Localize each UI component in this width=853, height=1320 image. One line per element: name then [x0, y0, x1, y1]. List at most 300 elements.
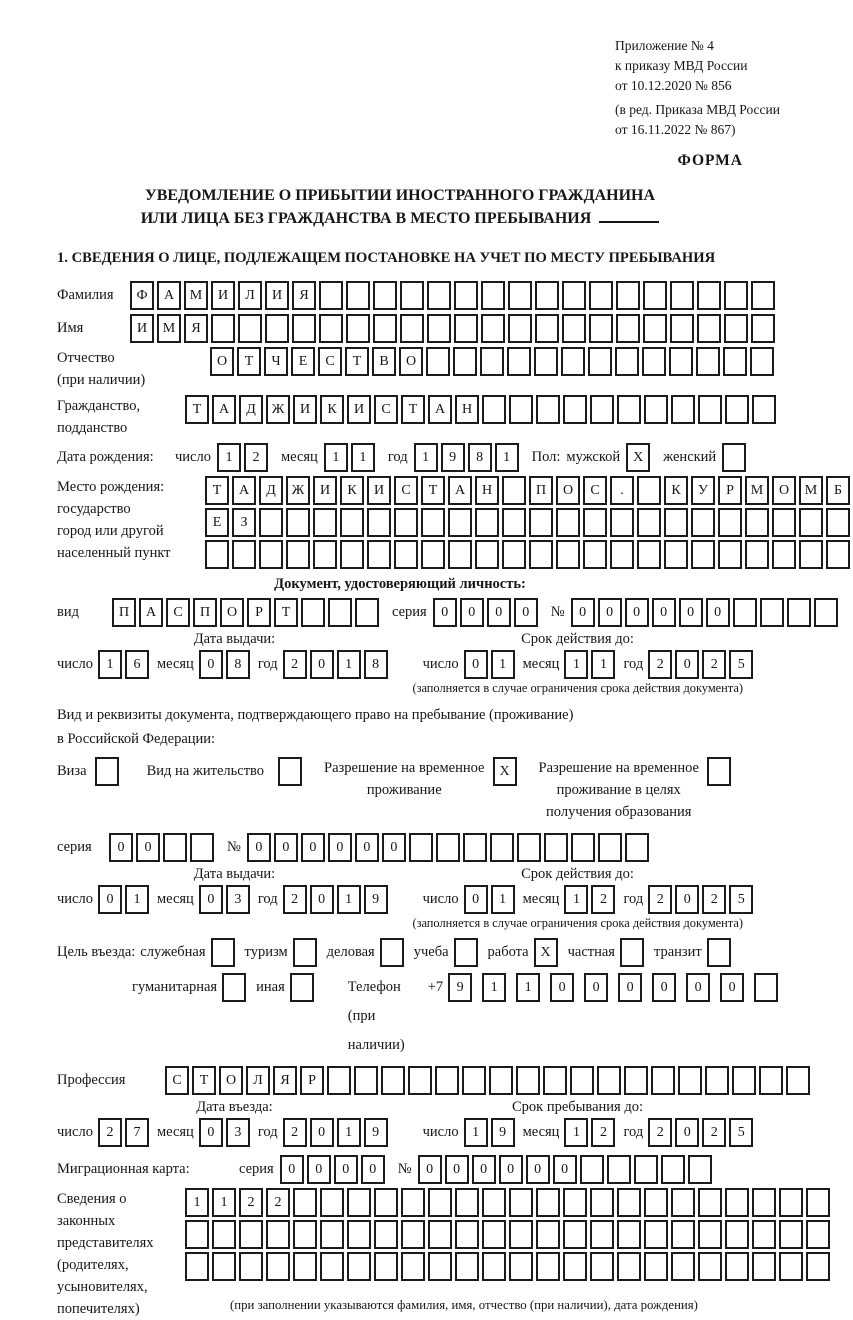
- char-cell[interactable]: [826, 508, 850, 537]
- char-cell[interactable]: [482, 1188, 506, 1217]
- char-cell[interactable]: [644, 395, 668, 424]
- char-cell[interactable]: [580, 1155, 604, 1184]
- char-cell[interactable]: [529, 508, 553, 537]
- char-cell[interactable]: Т: [274, 598, 298, 627]
- char-cell[interactable]: А: [212, 395, 236, 424]
- char-cell[interactable]: [163, 833, 187, 862]
- char-cell[interactable]: [239, 1252, 263, 1281]
- char-cell[interactable]: [286, 540, 310, 569]
- char-cell[interactable]: [691, 508, 715, 537]
- char-cell[interactable]: [697, 281, 721, 310]
- char-cell[interactable]: 0: [625, 598, 649, 627]
- char-cell[interactable]: 0: [679, 598, 703, 627]
- char-cell[interactable]: П: [112, 598, 136, 627]
- char-cell[interactable]: О: [556, 476, 580, 505]
- char-cell[interactable]: [806, 1188, 830, 1217]
- char-cell[interactable]: [561, 347, 585, 376]
- char-cell[interactable]: [617, 395, 641, 424]
- purpose-tourism-checkbox[interactable]: [293, 938, 317, 967]
- char-cell[interactable]: С: [318, 347, 342, 376]
- char-cell[interactable]: [787, 598, 811, 627]
- char-cell[interactable]: [590, 1188, 614, 1217]
- char-cell[interactable]: Л: [246, 1066, 270, 1095]
- char-cell[interactable]: [340, 540, 364, 569]
- char-cell[interactable]: О: [399, 347, 423, 376]
- char-cell[interactable]: [698, 1220, 722, 1249]
- char-cell[interactable]: [482, 395, 506, 424]
- char-cell[interactable]: [779, 1188, 803, 1217]
- char-cell[interactable]: [562, 281, 586, 310]
- char-cell[interactable]: 0: [720, 973, 744, 1002]
- char-cell[interactable]: П: [193, 598, 217, 627]
- char-cell[interactable]: Т: [192, 1066, 216, 1095]
- char-cell[interactable]: 0: [310, 650, 334, 679]
- char-cell[interactable]: [664, 540, 688, 569]
- char-cell[interactable]: К: [340, 476, 364, 505]
- char-cell[interactable]: [401, 1252, 425, 1281]
- char-cell[interactable]: [502, 508, 526, 537]
- char-cell[interactable]: 2: [283, 650, 307, 679]
- char-cell[interactable]: 0: [355, 833, 379, 862]
- char-cell[interactable]: [536, 395, 560, 424]
- char-cell[interactable]: [347, 1252, 371, 1281]
- char-cell[interactable]: 0: [310, 885, 334, 914]
- char-cell[interactable]: .: [610, 476, 634, 505]
- char-cell[interactable]: [320, 1220, 344, 1249]
- char-cell[interactable]: С: [374, 395, 398, 424]
- char-cell[interactable]: В: [372, 347, 396, 376]
- char-cell[interactable]: М: [184, 281, 208, 310]
- char-cell[interactable]: 2: [239, 1188, 263, 1217]
- char-cell[interactable]: [671, 1252, 695, 1281]
- char-cell[interactable]: [669, 347, 693, 376]
- char-cell[interactable]: [625, 833, 649, 862]
- char-cell[interactable]: [516, 1066, 540, 1095]
- char-cell[interactable]: П: [529, 476, 553, 505]
- temp-permit-checkbox[interactable]: X: [493, 757, 517, 786]
- char-cell[interactable]: [529, 540, 553, 569]
- char-cell[interactable]: [617, 1188, 641, 1217]
- char-cell[interactable]: [401, 1220, 425, 1249]
- char-cell[interactable]: [475, 508, 499, 537]
- char-cell[interactable]: Ч: [264, 347, 288, 376]
- char-cell[interactable]: [750, 347, 774, 376]
- char-cell[interactable]: 0: [618, 973, 642, 1002]
- char-cell[interactable]: [556, 508, 580, 537]
- char-cell[interactable]: [286, 508, 310, 537]
- char-cell[interactable]: [428, 1188, 452, 1217]
- char-cell[interactable]: [426, 347, 450, 376]
- char-cell[interactable]: [671, 1220, 695, 1249]
- char-cell[interactable]: А: [157, 281, 181, 310]
- char-cell[interactable]: И: [130, 314, 154, 343]
- char-cell[interactable]: 0: [553, 1155, 577, 1184]
- char-cell[interactable]: [563, 1220, 587, 1249]
- char-cell[interactable]: [571, 833, 595, 862]
- char-cell[interactable]: [563, 1188, 587, 1217]
- char-cell[interactable]: [732, 1066, 756, 1095]
- char-cell[interactable]: А: [139, 598, 163, 627]
- char-cell[interactable]: 2: [702, 885, 726, 914]
- char-cell[interactable]: [670, 281, 694, 310]
- char-cell[interactable]: Т: [205, 476, 229, 505]
- char-cell[interactable]: Р: [300, 1066, 324, 1095]
- char-cell[interactable]: 1: [125, 885, 149, 914]
- char-cell[interactable]: [723, 347, 747, 376]
- char-cell[interactable]: 1: [564, 650, 588, 679]
- char-cell[interactable]: [421, 508, 445, 537]
- char-cell[interactable]: [374, 1220, 398, 1249]
- char-cell[interactable]: 2: [702, 650, 726, 679]
- char-cell[interactable]: [347, 1188, 371, 1217]
- char-cell[interactable]: [454, 281, 478, 310]
- char-cell[interactable]: [319, 281, 343, 310]
- char-cell[interactable]: 8: [468, 443, 492, 472]
- char-cell[interactable]: [508, 281, 532, 310]
- char-cell[interactable]: 1: [491, 885, 515, 914]
- char-cell[interactable]: 3: [226, 1118, 250, 1147]
- char-cell[interactable]: [400, 314, 424, 343]
- char-cell[interactable]: 0: [307, 1155, 331, 1184]
- char-cell[interactable]: 2: [98, 1118, 122, 1147]
- char-cell[interactable]: 0: [310, 1118, 334, 1147]
- char-cell[interactable]: 1: [337, 1118, 361, 1147]
- char-cell[interactable]: 1: [217, 443, 241, 472]
- visa-checkbox[interactable]: [95, 757, 119, 786]
- char-cell[interactable]: [725, 1252, 749, 1281]
- char-cell[interactable]: [481, 281, 505, 310]
- char-cell[interactable]: [814, 598, 838, 627]
- char-cell[interactable]: 0: [526, 1155, 550, 1184]
- char-cell[interactable]: [373, 314, 397, 343]
- char-cell[interactable]: [697, 314, 721, 343]
- char-cell[interactable]: М: [745, 476, 769, 505]
- sex-female-checkbox[interactable]: [722, 443, 746, 472]
- char-cell[interactable]: Т: [421, 476, 445, 505]
- char-cell[interactable]: [651, 1066, 675, 1095]
- char-cell[interactable]: З: [232, 508, 256, 537]
- char-cell[interactable]: [394, 508, 418, 537]
- char-cell[interactable]: И: [347, 395, 371, 424]
- char-cell[interactable]: [346, 314, 370, 343]
- char-cell[interactable]: 9: [364, 1118, 388, 1147]
- char-cell[interactable]: 1: [591, 650, 615, 679]
- char-cell[interactable]: К: [664, 476, 688, 505]
- purpose-study-checkbox[interactable]: [454, 938, 478, 967]
- char-cell[interactable]: [725, 1220, 749, 1249]
- char-cell[interactable]: 0: [652, 598, 676, 627]
- char-cell[interactable]: 1: [482, 973, 506, 1002]
- char-cell[interactable]: 0: [433, 598, 457, 627]
- char-cell[interactable]: 2: [591, 885, 615, 914]
- char-cell[interactable]: Ж: [286, 476, 310, 505]
- char-cell[interactable]: [509, 1188, 533, 1217]
- char-cell[interactable]: [806, 1252, 830, 1281]
- char-cell[interactable]: О: [219, 1066, 243, 1095]
- char-cell[interactable]: А: [232, 476, 256, 505]
- char-cell[interactable]: И: [293, 395, 317, 424]
- char-cell[interactable]: [705, 1066, 729, 1095]
- char-cell[interactable]: [190, 833, 214, 862]
- char-cell[interactable]: [517, 833, 541, 862]
- char-cell[interactable]: [725, 1188, 749, 1217]
- char-cell[interactable]: С: [394, 476, 418, 505]
- char-cell[interactable]: [536, 1188, 560, 1217]
- char-cell[interactable]: [266, 1252, 290, 1281]
- char-cell[interactable]: [644, 1220, 668, 1249]
- char-cell[interactable]: Н: [475, 476, 499, 505]
- char-cell[interactable]: М: [799, 476, 823, 505]
- char-cell[interactable]: [637, 476, 661, 505]
- char-cell[interactable]: [259, 508, 283, 537]
- char-cell[interactable]: 5: [729, 650, 753, 679]
- char-cell[interactable]: 0: [675, 885, 699, 914]
- char-cell[interactable]: [642, 347, 666, 376]
- char-cell[interactable]: [293, 1188, 317, 1217]
- char-cell[interactable]: Т: [237, 347, 261, 376]
- char-cell[interactable]: [367, 540, 391, 569]
- char-cell[interactable]: [394, 540, 418, 569]
- char-cell[interactable]: [509, 395, 533, 424]
- char-cell[interactable]: [563, 1252, 587, 1281]
- purpose-private-checkbox[interactable]: [620, 938, 644, 967]
- char-cell[interactable]: [661, 1155, 685, 1184]
- char-cell[interactable]: 1: [98, 650, 122, 679]
- char-cell[interactable]: [598, 833, 622, 862]
- char-cell[interactable]: [543, 1066, 567, 1095]
- char-cell[interactable]: [806, 1220, 830, 1249]
- char-cell[interactable]: [481, 314, 505, 343]
- char-cell[interactable]: [448, 508, 472, 537]
- char-cell[interactable]: [733, 598, 757, 627]
- char-cell[interactable]: [427, 281, 451, 310]
- char-cell[interactable]: [624, 1066, 648, 1095]
- char-cell[interactable]: 0: [706, 598, 730, 627]
- char-cell[interactable]: [799, 540, 823, 569]
- char-cell[interactable]: [212, 1220, 236, 1249]
- purpose-humanitarian-checkbox[interactable]: [222, 973, 246, 1002]
- char-cell[interactable]: 3: [226, 885, 250, 914]
- char-cell[interactable]: [453, 347, 477, 376]
- char-cell[interactable]: 0: [675, 650, 699, 679]
- char-cell[interactable]: 8: [364, 650, 388, 679]
- char-cell[interactable]: 0: [464, 885, 488, 914]
- char-cell[interactable]: [427, 314, 451, 343]
- char-cell[interactable]: 2: [648, 885, 672, 914]
- char-cell[interactable]: [346, 281, 370, 310]
- char-cell[interactable]: [435, 1066, 459, 1095]
- char-cell[interactable]: 0: [487, 598, 511, 627]
- char-cell[interactable]: [185, 1252, 209, 1281]
- char-cell[interactable]: 0: [98, 885, 122, 914]
- char-cell[interactable]: И: [367, 476, 391, 505]
- char-cell[interactable]: О: [772, 476, 796, 505]
- char-cell[interactable]: [211, 314, 235, 343]
- char-cell[interactable]: [725, 395, 749, 424]
- char-cell[interactable]: 0: [361, 1155, 385, 1184]
- char-cell[interactable]: 0: [247, 833, 271, 862]
- char-cell[interactable]: Б: [826, 476, 850, 505]
- char-cell[interactable]: [786, 1066, 810, 1095]
- char-cell[interactable]: У: [691, 476, 715, 505]
- char-cell[interactable]: [670, 314, 694, 343]
- char-cell[interactable]: [381, 1066, 405, 1095]
- char-cell[interactable]: Д: [259, 476, 283, 505]
- char-cell[interactable]: 0: [199, 1118, 223, 1147]
- char-cell[interactable]: И: [211, 281, 235, 310]
- char-cell[interactable]: [502, 540, 526, 569]
- char-cell[interactable]: 0: [464, 650, 488, 679]
- char-cell[interactable]: [448, 540, 472, 569]
- char-cell[interactable]: 0: [686, 973, 710, 1002]
- char-cell[interactable]: [664, 508, 688, 537]
- char-cell[interactable]: [751, 314, 775, 343]
- char-cell[interactable]: 1: [337, 650, 361, 679]
- char-cell[interactable]: 0: [584, 973, 608, 1002]
- char-cell[interactable]: [589, 314, 613, 343]
- char-cell[interactable]: 9: [364, 885, 388, 914]
- char-cell[interactable]: [320, 1252, 344, 1281]
- char-cell[interactable]: 5: [729, 1118, 753, 1147]
- char-cell[interactable]: [698, 1252, 722, 1281]
- char-cell[interactable]: [489, 1066, 513, 1095]
- char-cell[interactable]: Ж: [266, 395, 290, 424]
- char-cell[interactable]: [590, 395, 614, 424]
- char-cell[interactable]: 0: [675, 1118, 699, 1147]
- char-cell[interactable]: [745, 508, 769, 537]
- char-cell[interactable]: [718, 508, 742, 537]
- char-cell[interactable]: [698, 1188, 722, 1217]
- char-cell[interactable]: Т: [345, 347, 369, 376]
- purpose-official-checkbox[interactable]: [211, 938, 235, 967]
- char-cell[interactable]: 1: [212, 1188, 236, 1217]
- char-cell[interactable]: [671, 1188, 695, 1217]
- char-cell[interactable]: [772, 540, 796, 569]
- purpose-other-checkbox[interactable]: [290, 973, 314, 1002]
- char-cell[interactable]: [751, 281, 775, 310]
- char-cell[interactable]: [754, 973, 778, 1002]
- char-cell[interactable]: 0: [199, 650, 223, 679]
- char-cell[interactable]: [502, 476, 526, 505]
- char-cell[interactable]: 0: [598, 598, 622, 627]
- char-cell[interactable]: [536, 1252, 560, 1281]
- char-cell[interactable]: 0: [499, 1155, 523, 1184]
- char-cell[interactable]: [691, 540, 715, 569]
- char-cell[interactable]: 0: [334, 1155, 358, 1184]
- char-cell[interactable]: [462, 1066, 486, 1095]
- char-cell[interactable]: [454, 314, 478, 343]
- char-cell[interactable]: 2: [266, 1188, 290, 1217]
- char-cell[interactable]: [266, 1220, 290, 1249]
- char-cell[interactable]: [259, 540, 283, 569]
- char-cell[interactable]: А: [428, 395, 452, 424]
- char-cell[interactable]: Н: [455, 395, 479, 424]
- char-cell[interactable]: Е: [205, 508, 229, 537]
- char-cell[interactable]: [313, 540, 337, 569]
- char-cell[interactable]: 0: [274, 833, 298, 862]
- char-cell[interactable]: Л: [238, 281, 262, 310]
- char-cell[interactable]: [759, 1066, 783, 1095]
- char-cell[interactable]: 0: [652, 973, 676, 1002]
- char-cell[interactable]: [428, 1252, 452, 1281]
- char-cell[interactable]: [779, 1220, 803, 1249]
- char-cell[interactable]: [354, 1066, 378, 1095]
- char-cell[interactable]: [590, 1220, 614, 1249]
- char-cell[interactable]: [637, 540, 661, 569]
- char-cell[interactable]: [347, 1220, 371, 1249]
- edu-permit-checkbox[interactable]: [707, 757, 731, 786]
- char-cell[interactable]: [615, 347, 639, 376]
- char-cell[interactable]: 0: [109, 833, 133, 862]
- char-cell[interactable]: [509, 1220, 533, 1249]
- char-cell[interactable]: [718, 540, 742, 569]
- char-cell[interactable]: 0: [136, 833, 160, 862]
- char-cell[interactable]: [373, 281, 397, 310]
- char-cell[interactable]: 0: [472, 1155, 496, 1184]
- char-cell[interactable]: 1: [351, 443, 375, 472]
- char-cell[interactable]: [616, 314, 640, 343]
- char-cell[interactable]: С: [166, 598, 190, 627]
- char-cell[interactable]: 7: [125, 1118, 149, 1147]
- char-cell[interactable]: [301, 598, 325, 627]
- char-cell[interactable]: С: [583, 476, 607, 505]
- char-cell[interactable]: 0: [382, 833, 406, 862]
- char-cell[interactable]: [313, 508, 337, 537]
- char-cell[interactable]: [205, 540, 229, 569]
- char-cell[interactable]: [293, 1252, 317, 1281]
- char-cell[interactable]: [590, 1252, 614, 1281]
- char-cell[interactable]: [535, 281, 559, 310]
- char-cell[interactable]: [455, 1188, 479, 1217]
- char-cell[interactable]: [724, 314, 748, 343]
- char-cell[interactable]: [482, 1220, 506, 1249]
- char-cell[interactable]: 1: [495, 443, 519, 472]
- char-cell[interactable]: О: [220, 598, 244, 627]
- char-cell[interactable]: [724, 281, 748, 310]
- char-cell[interactable]: 2: [591, 1118, 615, 1147]
- char-cell[interactable]: [509, 1252, 533, 1281]
- char-cell[interactable]: [752, 395, 776, 424]
- char-cell[interactable]: [752, 1252, 776, 1281]
- char-cell[interactable]: [327, 1066, 351, 1095]
- char-cell[interactable]: [455, 1252, 479, 1281]
- char-cell[interactable]: С: [165, 1066, 189, 1095]
- char-cell[interactable]: [760, 598, 784, 627]
- char-cell[interactable]: [643, 281, 667, 310]
- char-cell[interactable]: [436, 833, 460, 862]
- char-cell[interactable]: [752, 1220, 776, 1249]
- char-cell[interactable]: [480, 347, 504, 376]
- char-cell[interactable]: Я: [292, 281, 316, 310]
- char-cell[interactable]: [455, 1220, 479, 1249]
- char-cell[interactable]: [239, 1220, 263, 1249]
- char-cell[interactable]: [698, 395, 722, 424]
- char-cell[interactable]: [799, 508, 823, 537]
- char-cell[interactable]: 2: [283, 885, 307, 914]
- char-cell[interactable]: [508, 314, 532, 343]
- char-cell[interactable]: [340, 508, 364, 537]
- char-cell[interactable]: 0: [445, 1155, 469, 1184]
- char-cell[interactable]: 0: [328, 833, 352, 862]
- char-cell[interactable]: Т: [401, 395, 425, 424]
- char-cell[interactable]: [409, 833, 433, 862]
- char-cell[interactable]: Е: [291, 347, 315, 376]
- char-cell[interactable]: [563, 395, 587, 424]
- char-cell[interactable]: [589, 281, 613, 310]
- char-cell[interactable]: 0: [301, 833, 325, 862]
- char-cell[interactable]: [507, 347, 531, 376]
- char-cell[interactable]: [745, 540, 769, 569]
